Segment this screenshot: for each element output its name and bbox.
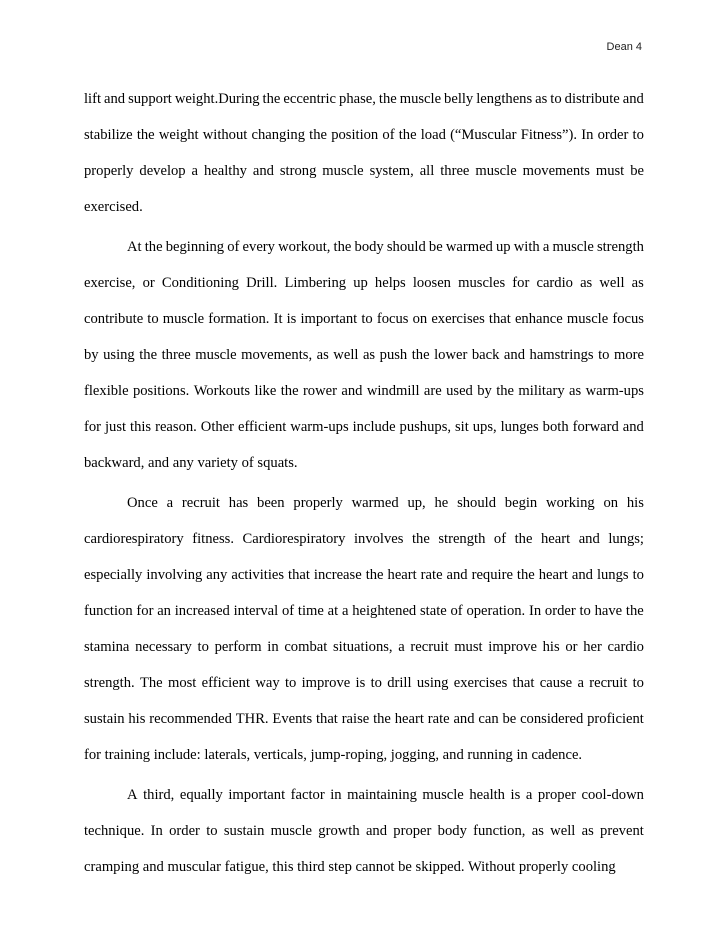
text-line: technique. In order to sustain muscle growth and proper body function, as well as prevent xyxy=(84,823,644,839)
text-line: lift and support weight.During the eccentric phase, the muscle belly lengthens as to distribute and xyxy=(84,91,644,107)
text-line: stabilize the weight without changing the position of the load (“Muscular Fitness”). In order to xyxy=(84,127,644,143)
text-line: stamina necessary to perform in combat situations, a recruit must improve his or her cardio xyxy=(84,639,644,655)
paragraph xyxy=(84,485,644,773)
text-line: A third, equally important factor in maintaining muscle health is a proper cool-down xyxy=(127,787,644,803)
text-line: At the beginning of every workout, the body should be warmed up with a muscle strength xyxy=(127,239,644,255)
text-line: for just this reason. Other efficient warm-ups include pushups, sit ups, lunges both forward and xyxy=(84,419,644,435)
text-line: function for an increased interval of time at a heightened state of operation. In order to have the xyxy=(84,603,644,619)
paragraph xyxy=(84,777,644,885)
paragraph xyxy=(84,229,644,481)
text-line: strength. The most efficient way to improve is to drill using exercises that cause a recruit to xyxy=(84,675,644,691)
text-line: exercised. xyxy=(84,199,143,215)
text-line: cramping and muscular fatigue, this third step cannot be skipped. Without properly cooling xyxy=(84,859,616,875)
text-line: flexible positions. Workouts like the rower and windmill are used by the military as warm-ups xyxy=(84,383,644,399)
body-text xyxy=(84,81,644,885)
text-line: properly develop a healthy and strong muscle system, all three muscle movements must be xyxy=(84,163,644,179)
text-line: especially involving any activities that increase the heart rate and require the heart and lungs to xyxy=(84,567,644,583)
text-line: exercise, or Conditioning Drill. Limbering up helps loosen muscles for cardio as well as xyxy=(84,275,644,291)
text-line: by using the three muscle movements, as well as push the lower back and hamstrings to more xyxy=(84,347,644,363)
text-line: Once a recruit has been properly warmed up, he should begin working on his xyxy=(127,495,644,511)
text-line: for training include: laterals, verticals, jump-roping, jogging, and running in cadence. xyxy=(84,747,583,763)
running-head: Dean 4 xyxy=(606,41,642,53)
text-line: sustain his recommended THR. Events that raise the heart rate and can be considered proficient xyxy=(84,711,644,727)
text-line: cardiorespiratory fitness. Cardiorespiratory involves the strength of the heart and lungs; xyxy=(84,531,644,547)
text-line: backward, and any variety of squats. xyxy=(84,455,298,471)
paragraph xyxy=(84,81,644,225)
text-line: contribute to muscle formation. It is important to focus on exercises that enhance muscle focus xyxy=(84,311,644,327)
